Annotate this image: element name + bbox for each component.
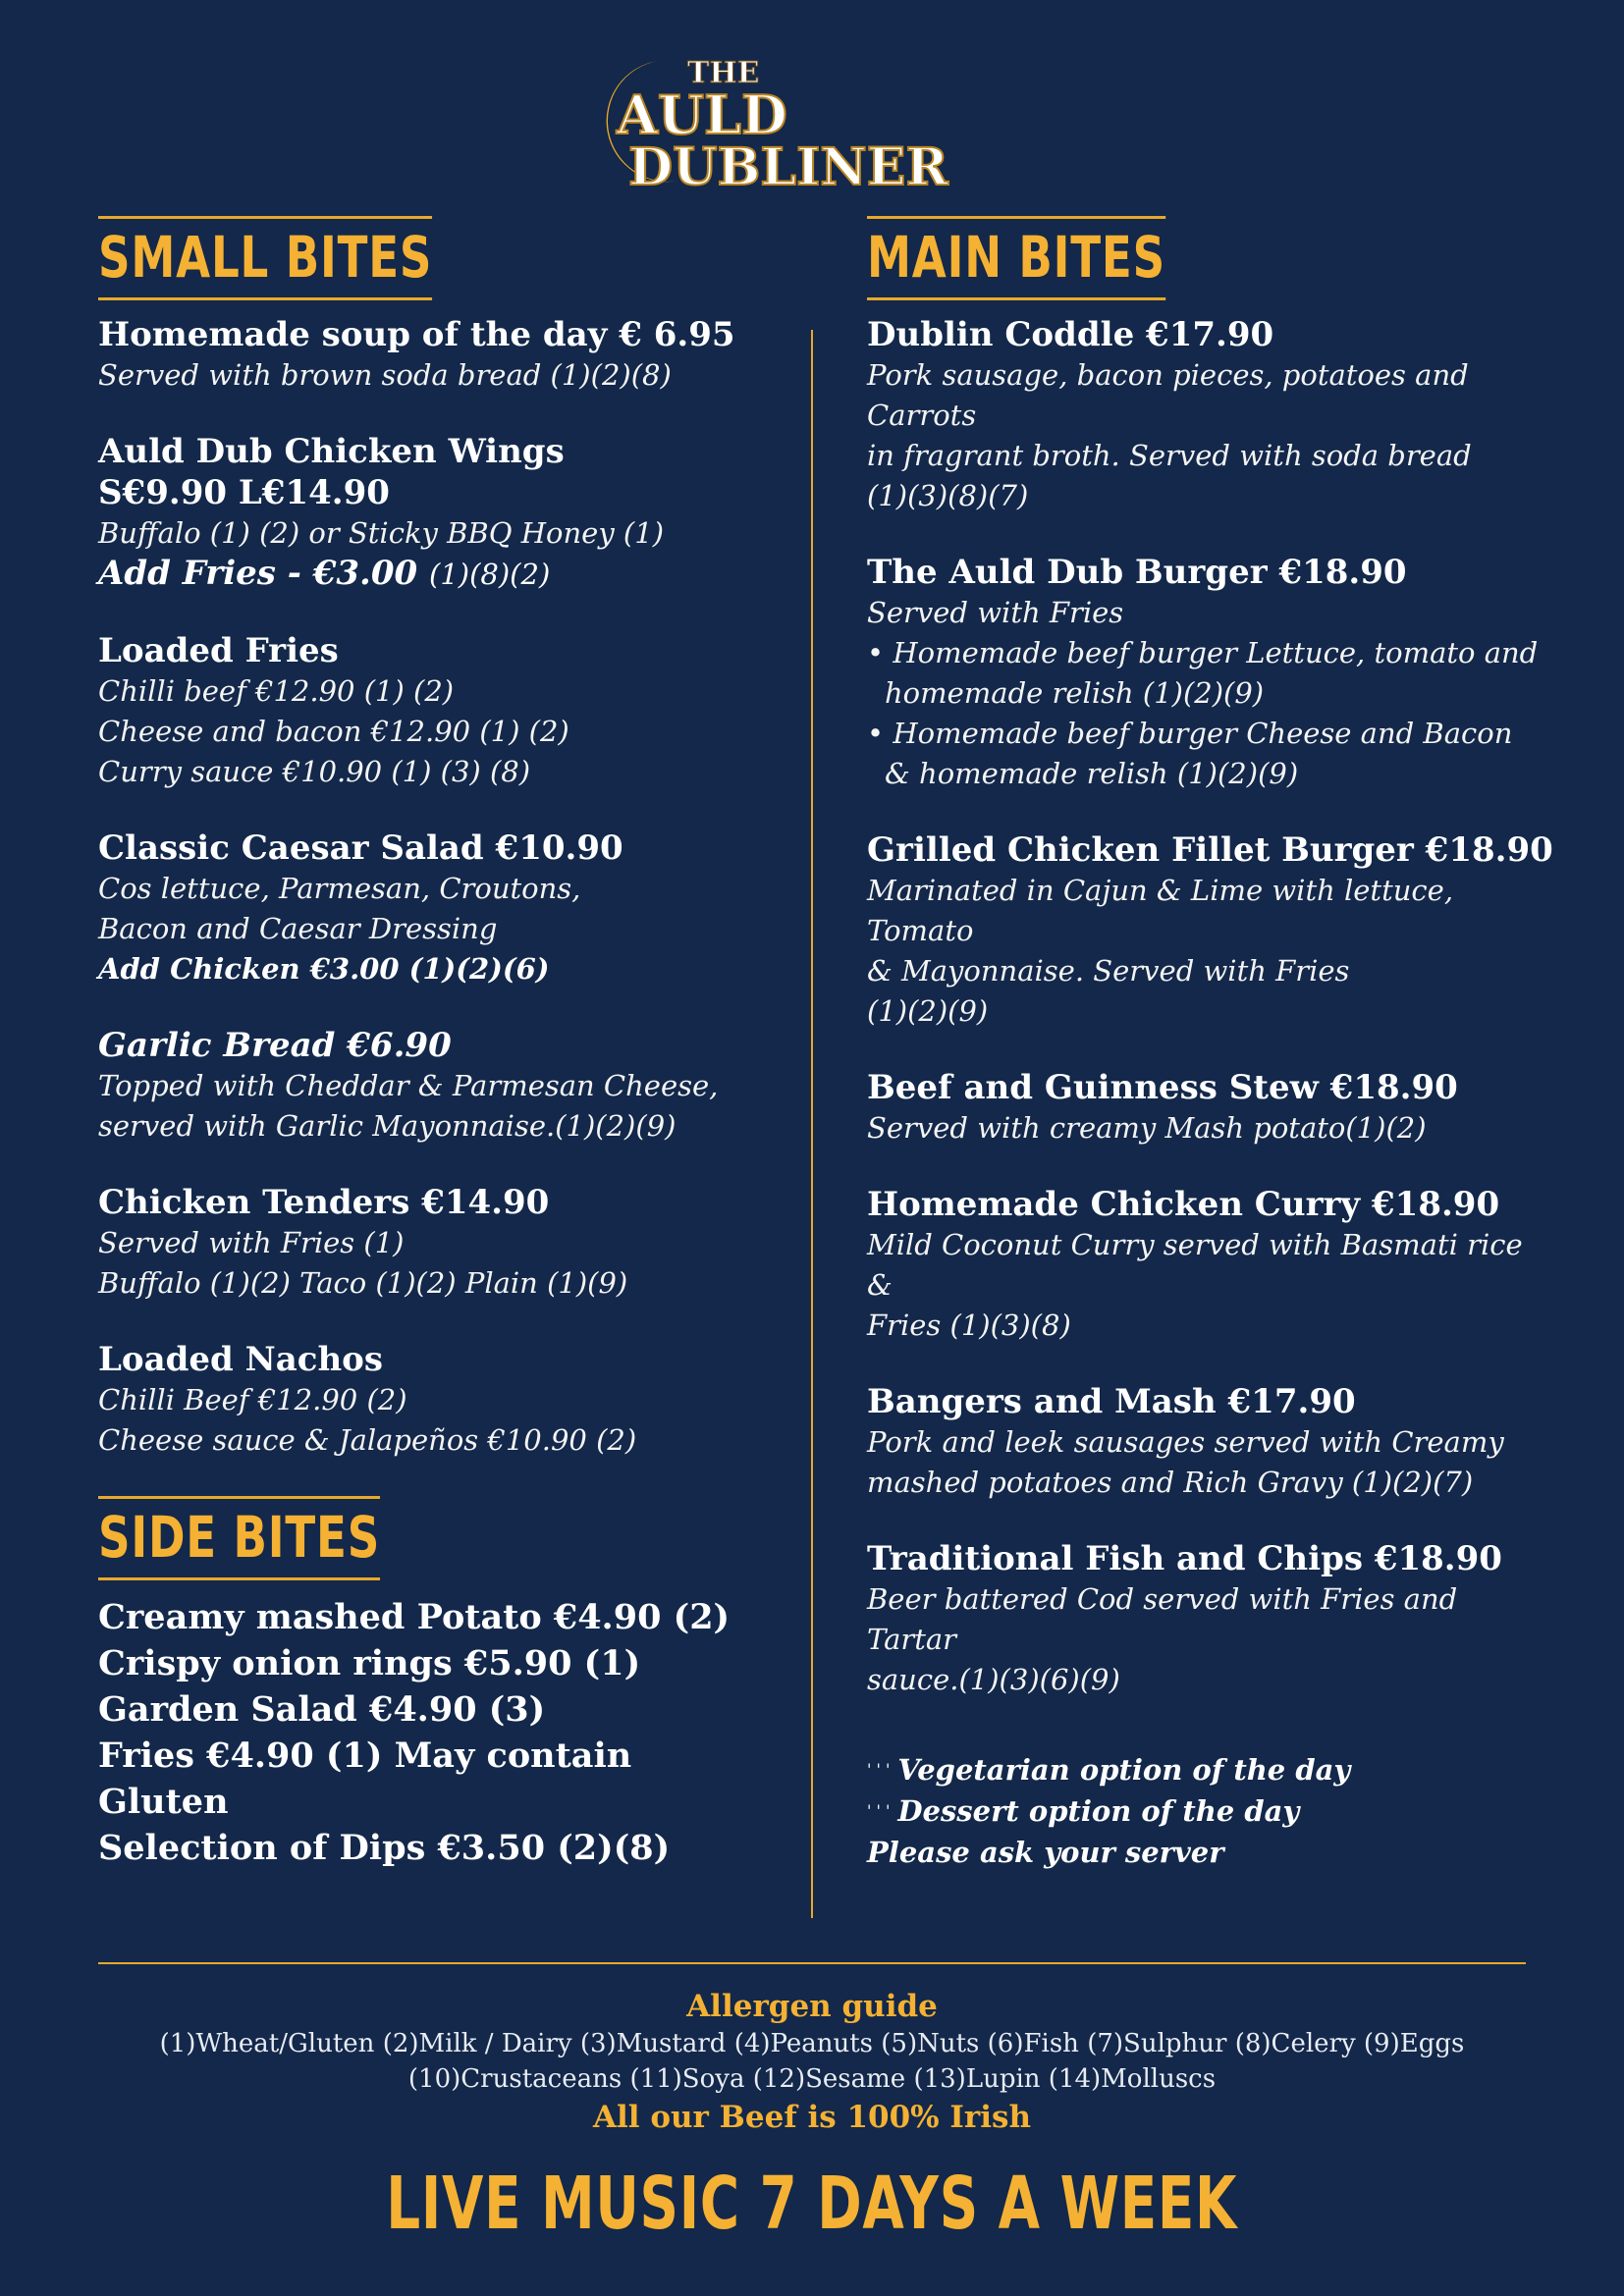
item-title: Classic Caesar Salad €10.90 — [98, 828, 623, 868]
list-item: Selection of Dips €3.50 (2)(8) — [98, 1828, 671, 1868]
menu-item — [867, 314, 1554, 516]
item-description: (1)(2)(9) — [867, 994, 989, 1028]
item-description: Cheese and bacon €12.90 (1) (2) — [98, 715, 569, 748]
list-item: Fries €4.90 (1) May contain Gluten — [98, 1735, 632, 1822]
item-description: Beer battered Cod served with Fries and Tartar — [867, 1582, 1458, 1656]
item-description: Cheese sauce & Jalapeños €10.90 (2) — [98, 1423, 637, 1457]
item-description: Pork and leek sausages served with Creamy — [867, 1425, 1504, 1459]
list-item: Crispy onion rings €5.90 (1) — [98, 1643, 641, 1683]
item-title: Traditional Fish and Chips €18.90 — [867, 1539, 1502, 1578]
section-title-side-bites: SIDE BITES — [98, 1496, 380, 1580]
item-title: Chicken Tenders €14.90 — [98, 1183, 550, 1222]
note-line: Please ask your server — [867, 1836, 1224, 1869]
item-title: Dublin Coddle €17.90 — [867, 315, 1274, 354]
tick-marks: ' ' ' — [867, 1760, 891, 1779]
item-description: Fries (1)(3)(8) — [867, 1308, 1071, 1342]
menu-item — [867, 552, 1554, 794]
logo-dubliner: DUBLINER — [628, 137, 948, 194]
item-title: Grilled Chicken Fillet Burger €18.90 — [867, 830, 1553, 870]
item-addon: Add Fries - €3.00 (1)(8)(2) — [98, 554, 551, 593]
item-description: mashed potatoes and Rich Gravy (1)(2)(7) — [867, 1466, 1474, 1499]
live-music-banner — [0, 2162, 1624, 2246]
item-description: Cos lettuce, Parmesan, Croutons, — [98, 872, 581, 905]
item-description: & Mayonnaise. Served with Fries — [867, 954, 1350, 988]
right-column — [867, 216, 1554, 1873]
section-title-small-bites: SMALL BITES — [98, 216, 432, 300]
footer-divider — [98, 1962, 1526, 1964]
item-description: Topped with Cheddar & Parmesan Cheese, — [98, 1069, 719, 1102]
menu-item — [867, 1184, 1554, 1346]
menu-item — [98, 630, 746, 792]
allergen-title: Allergen guide — [686, 1989, 938, 2024]
beef-note: All our Beef is 100% Irish — [592, 2100, 1032, 2135]
tick-marks: ' ' ' — [867, 1801, 891, 1820]
item-title: Homemade soup of the day € 6.95 — [98, 315, 735, 354]
item-price: S€9.90 L€14.90 — [98, 473, 390, 512]
item-description: Curry sauce €10.90 (1) (3) (8) — [98, 755, 531, 788]
item-description: served with Garlic Mayonnaise.(1)(2)(9) — [98, 1109, 677, 1143]
menu-item — [98, 1025, 746, 1147]
menu-item — [98, 1182, 746, 1304]
menu-item — [867, 1067, 1554, 1148]
item-description: Chilli beef €12.90 (1) (2) — [98, 674, 455, 708]
column-divider — [811, 330, 813, 1918]
note-line: ' ' ' Dessert option of the day — [867, 1794, 1300, 1828]
side-bites-list — [98, 1594, 746, 1871]
item-description: (1)(3)(8)(7) — [867, 479, 1029, 512]
section-title-main-bites: MAIN BITES — [867, 216, 1165, 300]
menu-item — [867, 829, 1554, 1032]
logo-graphic — [589, 47, 1041, 194]
note-line: ' ' ' Vegetarian option of the day — [867, 1753, 1351, 1787]
item-title: The Auld Dub Burger €18.90 — [867, 553, 1407, 592]
list-item: Garden Salad €4.90 (3) — [98, 1689, 546, 1730]
allergen-guide — [98, 1987, 1526, 2138]
item-title: Loaded Nachos — [98, 1340, 383, 1379]
restaurant-logo — [589, 47, 1041, 194]
menu-item — [867, 1538, 1554, 1700]
item-description: Mild Coconut Curry served with Basmati rice & — [867, 1228, 1523, 1302]
menu-item — [867, 1381, 1554, 1503]
item-description: Served with creamy Mash potato(1)(2) — [867, 1111, 1427, 1145]
item-description: Pork sausage, bacon pieces, potatoes and Carrots — [867, 358, 1469, 432]
allergen-list: (10)Crustaceans (11)Soya (12)Sesame (13)Lupin (14)Molluscs — [407, 2064, 1217, 2094]
item-description: Served with brown soda bread (1)(2)(8) — [98, 358, 672, 392]
logo-the: THE — [687, 56, 760, 90]
item-description: Bacon and Caesar Dressing — [98, 912, 498, 945]
list-item: Creamy mashed Potato €4.90 (2) — [98, 1597, 731, 1637]
live-music-text: LIVE MUSIC 7 DAYS A WEEK — [386, 2162, 1238, 2246]
item-description: sauce.(1)(3)(6)(9) — [867, 1663, 1120, 1696]
item-title: Bangers and Mash €17.90 — [867, 1382, 1356, 1421]
item-description: Buffalo (1)(2) Taco (1)(2) Plain (1)(9) — [98, 1266, 628, 1300]
item-description: • Homemade beef burger Lettuce, tomato and — [867, 636, 1539, 669]
item-description: Buffalo (1) (2) or Sticky BBQ Honey (1) — [98, 516, 665, 550]
item-description: Served with Fries — [867, 596, 1124, 629]
item-title: Homemade Chicken Curry €18.90 — [867, 1185, 1500, 1224]
menu-item — [98, 314, 746, 396]
item-title: Beef and Guinness Stew €18.90 — [867, 1068, 1458, 1107]
item-description: Marinated in Cajun & Lime with lettuce, Tomato — [867, 874, 1454, 947]
menu-item — [98, 431, 746, 595]
item-description: homemade relish (1)(2)(9) — [885, 676, 1265, 710]
logo-auld: AULD — [617, 83, 787, 146]
item-description: in fragrant broth. Served with soda bread — [867, 439, 1472, 472]
allergen-list: (1)Wheat/Gluten (2)Milk / Dairy (3)Mustard (4)Peanuts (5)Nuts (6)Fish (7)Sulphur (8)Celery (9)Eggs — [159, 2029, 1465, 2058]
menu-item — [98, 828, 746, 989]
item-title: Auld Dub Chicken Wings — [98, 432, 565, 471]
specials-notes — [867, 1749, 1554, 1873]
item-addon: Add Chicken €3.00 (1)(2)(6) — [98, 952, 550, 986]
menu-item — [98, 1339, 746, 1461]
left-column — [98, 216, 746, 1871]
item-description: Chilli Beef €12.90 (2) — [98, 1383, 407, 1416]
item-title: Garlic Bread €6.90 — [98, 1026, 452, 1065]
item-description: & homemade relish (1)(2)(9) — [885, 757, 1299, 790]
item-description: Served with Fries (1) — [98, 1226, 405, 1259]
item-description: • Homemade beef burger Cheese and Bacon — [867, 717, 1513, 750]
item-title: Loaded Fries — [98, 631, 339, 670]
